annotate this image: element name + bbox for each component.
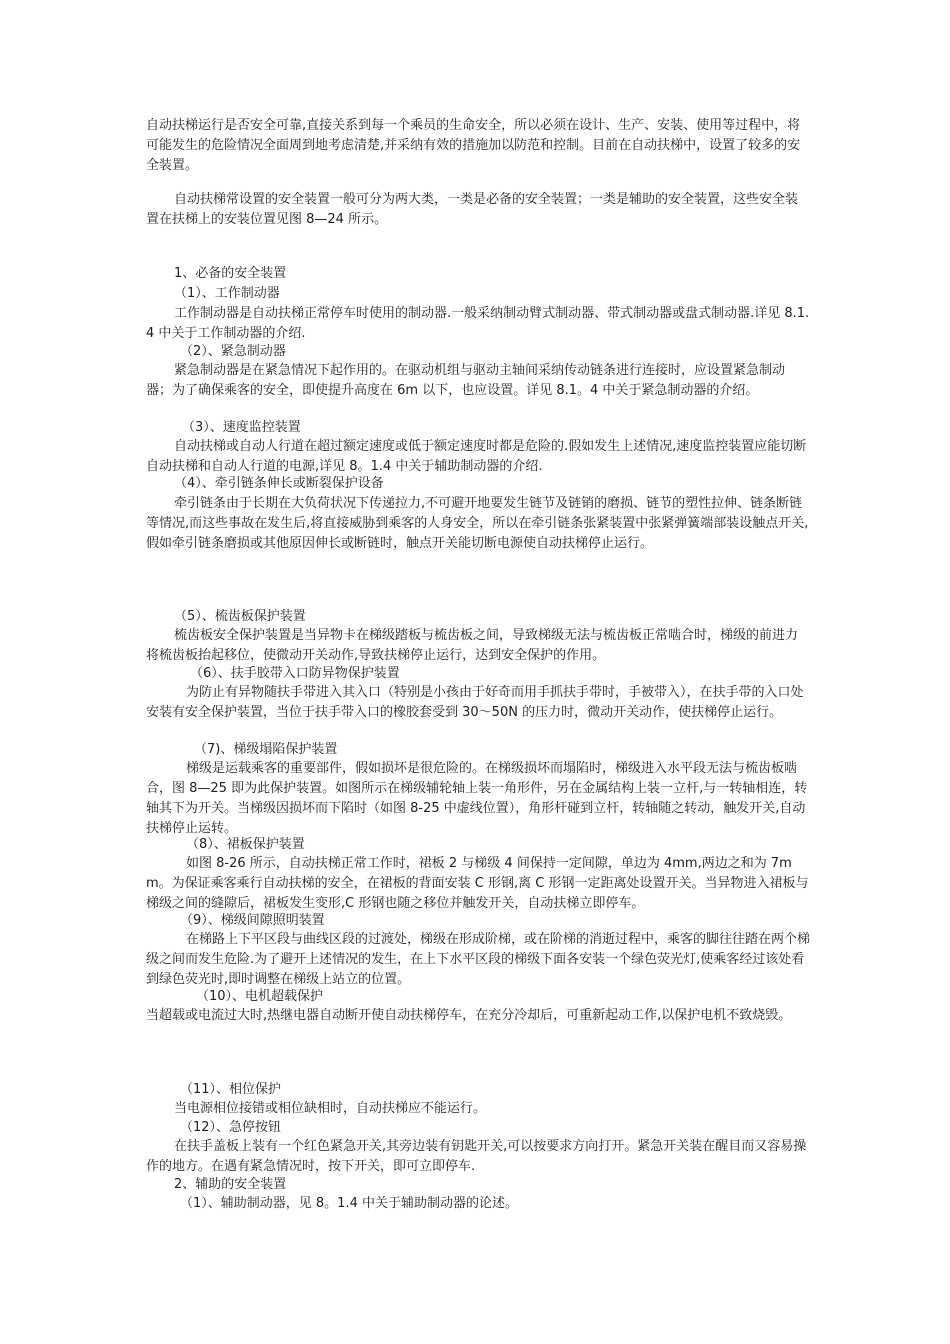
item-body-emergency-stop: 在扶手盖板上装有一个红色紧急开关,其旁边装有钥匙开关,可以按要求方向打开。紧急开关装在醒目而又容易操作的地方。在遇有紧急情况时，按下开关，即可立即停车. <box>146 1139 807 1174</box>
item-heading-comb-plate: （5）、梳齿板保护装置 <box>174 609 306 624</box>
item-heading-emergency-brake: （2）、紧急制动器 <box>180 344 286 359</box>
item-heading-handrail-inlet: （6）、扶手胶带入口防异物保护装置 <box>190 666 400 681</box>
item-body-step-sag: 梯级是运载乘客的重要部件，假如损坏是很危险的。在梯级损坏而塌陷时，梯级进入水平段无法与梳齿板啮合，图 8—25 即为此保护装置。如图所示在梯级辅轮轴上装一角形件，另在金属结构上装一立杆,与一转轴相连，转轴其下为开关。当梯级因损坏而下陷时（如图 8-25 中虚线位置），角形杆碰到立杆，转轴随之转动，触发开关,自动扶梯停止运转。 <box>146 761 808 836</box>
item-heading-phase-protection: （11）、相位保护 <box>180 1082 282 1097</box>
item-body-gap-lighting: 在梯路上下平区段与曲线区段的过渡处，梯级在形成阶梯，或在阶梯的消逝过程中，乘客的脚往往踏在两个梯级之间而发生危险.为了避开上述情况的发生，在上下水平区段的梯级下面各安装一个绿色荧光灯,使乘客经过该处看到绿色荧光时,即时调整在梯级上站立的位置。 <box>146 932 811 987</box>
item-heading-auxiliary-brake: （1）、辅助制动器，见 8。1.4 中关于辅助制动器的论述。 <box>180 1196 518 1211</box>
item-heading-motor-overload: （10）、电机超载保护 <box>196 989 324 1004</box>
item-heading-speed-monitor: （3）、速度监控装置 <box>182 420 301 435</box>
section-heading-required-devices: 1、必备的安全装置 <box>174 266 287 281</box>
item-body-motor-overload: 当超载或电流过大时,热继电器自动断开使自动扶梯停车，在充分冷却后，可重新起动工作,以保护电机不致烧毁。 <box>146 1008 792 1023</box>
item-body-phase-protection: 当电源相位接错或相位缺相时，自动扶梯应不能运行。 <box>174 1101 487 1116</box>
section-heading-auxiliary-devices: 2、辅助的安全装置 <box>174 1177 287 1192</box>
item-heading-emergency-stop: （12）、急停按钮 <box>180 1120 282 1135</box>
item-body-chain-protection: 牵引链条由于长期在大负荷状况下传递拉力,不可避开地要发生链节及链销的磨损、链节的塑性拉伸、链条断链等情况,而这些事故在发生后,将直接威胁到乘客的人身安全，所以在牵引链条张紧装置中张紧弹簧端部装设触点开关,假如牵引链条磨损或其他原因伸长或断链时，触点开关能切断电源使自动扶梯停止运行。 <box>146 496 809 551</box>
intro-paragraph: 自动扶梯运行是否安全可靠,直接关系到每一个乘员的生命安全，所以必须在设计、生产、安装、使用等过程中，将可能发生的危险情况全面周到地考虑清楚,并采纳有效的措施加以防范和控制。目前在自动扶梯中，设置了较多的安全装置。 <box>146 118 801 173</box>
item-heading-step-sag: （7)、梯级塌陷保护装置 <box>194 742 338 757</box>
item-body-emergency-brake: 紧急制动器是在紧急情况下起作用的。在驱动机组与驱动主轴间采纳传动链条进行连接时，应设置紧急制动器；为了确保乘客的安全，即使提升高度在 6m 以下，也应设置。详见 8.1。4 中关于紧急制动器的介绍。 <box>146 363 786 398</box>
item-heading-working-brake: （1）、工作制动器 <box>174 286 280 301</box>
item-body-comb-plate: 梳齿板安全保护装置是当异物卡在梯级踏板与梳齿板之间，导致梯级无法与梳齿板正常啮合时，梯级的前进力将梳齿板抬起移位，使微动开关动作,导致扶梯停止运行，达到安全保护的作用。 <box>146 628 799 663</box>
item-heading-gap-lighting: （9）、梯级间隙照明装置 <box>180 913 325 928</box>
item-body-skirt-panel: 如图 8-26 所示，自动扶梯正常工作时，裙板 2 与梯级 4 间保持一定间隙，单边为 4mm,两边之和为 7mm。为保证乘客乘行自动扶梯的安全，在裙板的背面安装 C 形钢,离 C 形钢一定距离处设置开关。当异物进入裙板与梯级之间的缝隙后，裙板发生变形,C 形钢也随之移位并触发开关，自动扶梯立即停车。 <box>146 856 809 911</box>
item-heading-skirt-panel: （8）、裙板保护装置 <box>186 837 305 852</box>
item-body-handrail-inlet: 为防止有异物随扶手带进入其入口（特别是小孩由于好奇而用手抓扶手带时，手被带入），在扶手带的入口处安装有安全保护装置，当位于扶手带入口的橡胶套受到 30～50N 的压力时，微动开关动作，使扶梯停止运行。 <box>146 685 804 720</box>
item-body-working-brake: 工作制动器是自动扶梯正常停车时使用的制动器.一般采纳制动臂式制动器、带式制动器或盘式制动器.详见 8.1.4 中关于工作制动器的介绍. <box>146 306 810 341</box>
item-body-speed-monitor: 自动扶梯或自动人行道在超过额定速度或低于额定速度时都是危险的.假如发生上述情况,速度监控装置应能切断自动扶梯和自动人行道的电源,详见 8。1.4 中关于辅助制动器的介绍. <box>146 439 807 474</box>
classification-paragraph: 自动扶梯常设置的安全装置一般可分为两大类，一类是必备的安全装置；一类是辅助的安全装置，这些安全装置在扶梯上的安装位置见图 8—24 所示。 <box>146 192 799 227</box>
item-heading-chain-protection: （4）、牵引链条伸长或断裂保护设备 <box>174 476 384 491</box>
